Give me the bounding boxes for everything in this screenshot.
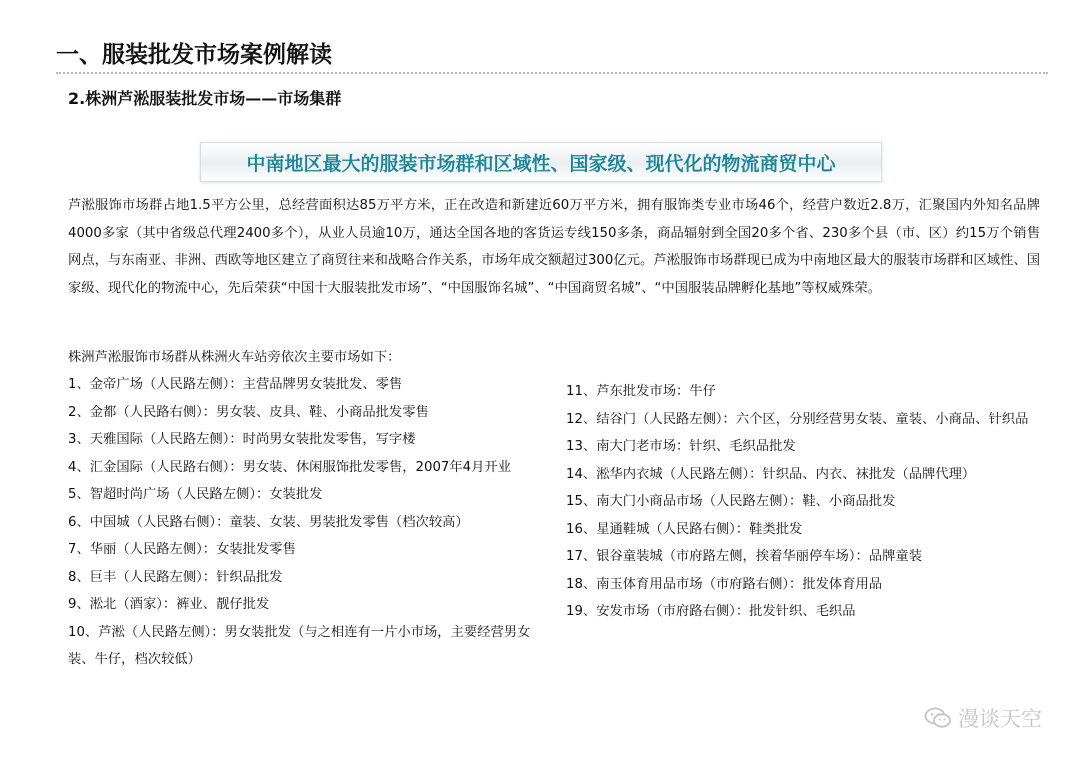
market-entry: 3、天雅国际（人民路左侧）：时尚男女装批发零售，写字楼 [68,432,416,447]
market-entry: 2、金都（人民路右侧）：男女装、皮具、鞋、小商品批发零售 [68,404,429,420]
market-entry: 7、华丽（人民路左侧）：女装批发零售 [68,542,296,557]
market-entry: 6、中国城（人民路右侧）：童装、女装、男装批发零售（档次较高） [68,514,469,530]
market-entry: 11、芦东批发市场：牛仔 [566,384,716,399]
section-subtitle: 2.株洲芦淞服装批发市场——市场集群 [68,89,342,108]
market-entry: 15、南大门小商品市场（人民路左侧）：鞋、小商品批发 [566,494,896,509]
market-entry: 10、芦淞（人民路左侧）：男女装批发（与之相连有一片小市场，主要经营男女装、牛仔，档次较低） [68,624,531,667]
page-title: 一、服装批发市场案例解读 [56,42,332,68]
market-entry: 18、南玉体育用品市场（市府路右侧）：批发体育用品 [566,576,883,592]
title-divider [56,72,1048,74]
market-list-header: 株洲芦淞服饰市场群从株洲火车站旁依次主要市场如下： [68,350,401,365]
market-entry: 12、结谷门（人民路左侧）：六个区，分别经营男女装、童装、小商品、针织品 [566,411,1029,427]
watermark-text: 漫谈天空 [958,707,1042,731]
watermark [924,703,1042,733]
banner-text: 中南地区最大的服装市场群和区域性、国家级、现代化的物流商贸中心 [246,152,836,175]
market-list-right [566,378,1036,626]
market-entry: 14、淞华内衣城（人民路左侧）：针织品、内衣、袜批发（品牌代理） [566,466,976,482]
market-entry: 17、银谷童装城（市府路左侧，挨着华丽停车场）：品牌童装 [566,549,922,564]
market-entry: 9、淞北（酒家）：裤业、靓仔批发 [68,597,270,612]
market-entry: 19、安发市场（市府路右侧）：批发针织、毛织品 [566,604,856,619]
market-entry: 5、智超时尚广场（人民路左侧）：女装批发 [68,487,323,502]
market-list-left [68,371,548,674]
market-entry: 13、南大门老市场：针织、毛织品批发 [566,439,796,454]
market-entry: 4、汇金国际（人民路右侧）：男女装、休闲服饰批发零售，2007年4月开业 [68,459,512,475]
wechat-icon [924,706,952,730]
intro-paragraph: 芦淞服饰市场群占地1.5平方公里，总经营面积达85万平方米，正在改造和新建近60万平方米，拥有服饰类专业市场46个，经营户数近2.8万，汇聚国内外知名品牌4000多家（其中省级总代理2400多个），从业人员逾10万，通达全国各地的客货运专线150多条，商品辐射到全国20多个省、230多个县（市、区）约15万个销售网点，与东南亚、非洲、西欧等地区建立了商贸往来和战略合作关系，市场年成交额超过300亿元。芦淞服饰市场群现已成为中南地区最大的服装市场群和区域性、国家级、现代化的物流中心，先后荣获“中国十大服装批发市场”、“中国服饰名城”、“中国商贸名城”、“中国服装品牌孵化基地”等权威殊荣。 [68,198,1040,296]
market-entry: 16、星通鞋城（人民路右侧）：鞋类批发 [566,521,803,537]
market-entry: 8、巨丰（人民路左侧）：针织品批发 [68,569,283,585]
highlight-banner [200,142,882,182]
market-entry: 1、金帝广场（人民路左侧）：主营品牌男女装批发、零售 [68,377,403,392]
